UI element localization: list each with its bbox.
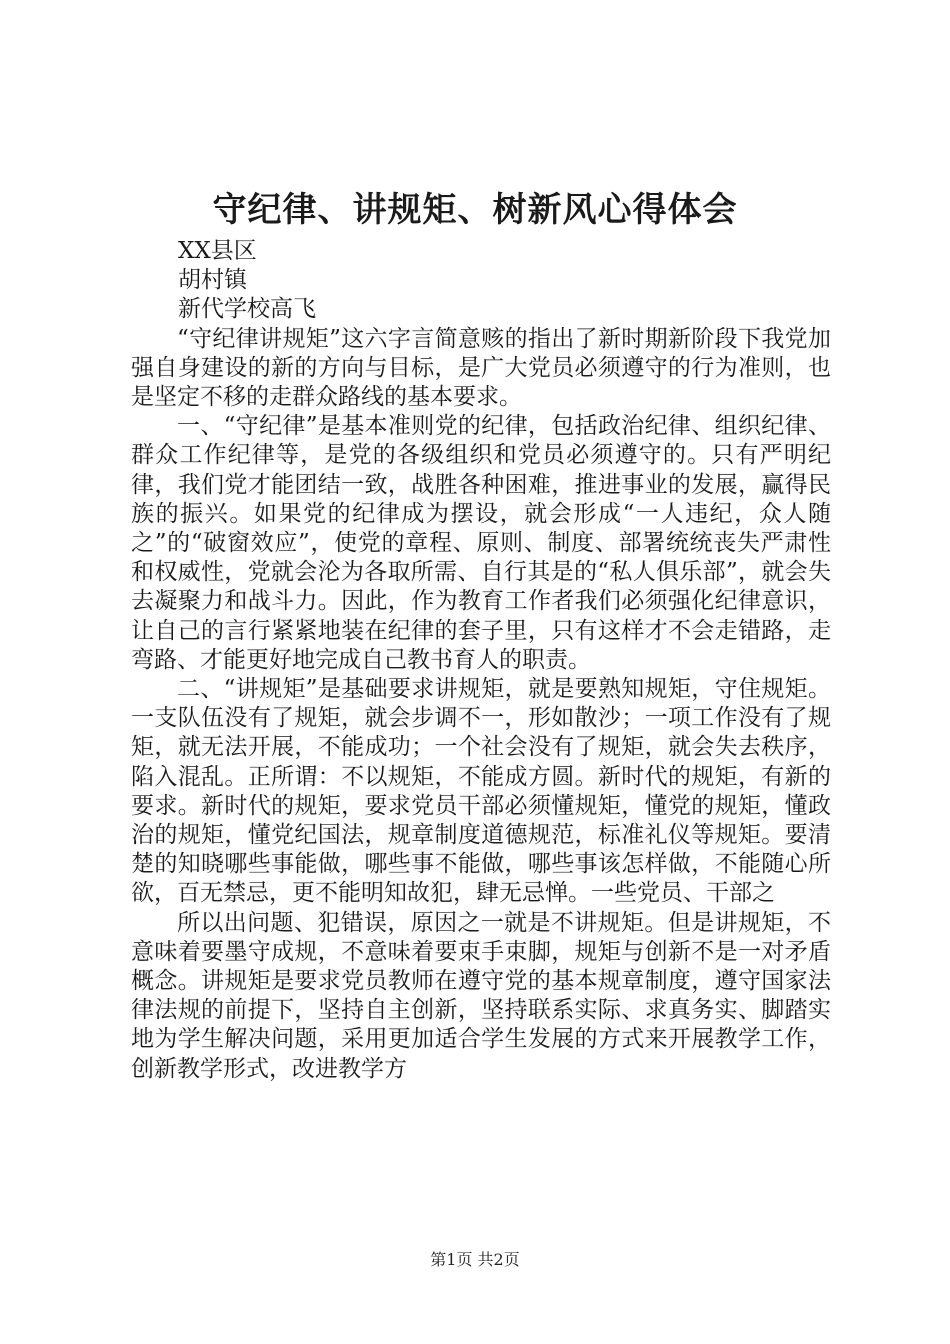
paragraph-rules: 二、“讲规矩”是基础要求讲规矩，就是要熟知规矩，守住规矩。一支队伍没有了规矩，就会步调不一，形如散沙；一项工作没有了规矩，就无法开展，不能成功；一个社会没有了规矩，就会失去秩序，陷入混乱。正所谓：不以规矩，不能成方圆。新时代的规矩，有新的要求。新时代的规矩，要求党员干部必须懂规矩，懂党的规矩，懂政治的规矩，懂党纪国法，规章制度道德规范，标准礼仪等规矩。要清楚的知晓哪些事能做，哪些事不能做，哪些事该怎样做，不能随心所欲，百无禁忌，更不能明知故犯，肆无忌惮。一些党员、干部之 — [131, 676, 831, 907]
author-school-name: 新代学校高飞 — [178, 296, 316, 323]
paragraph-continuation: 所以出问题、犯错误，原因之一就是不讲规矩。但是讲规矩，不意味着要墨守成规，不意味着要束手束脚，规矩与创新不是一对矛盾概念。讲规矩是要求党员教师在遵守党的基本规章制度，遵守国家法律法规的前提下，坚持自主创新，坚持联系实际、求真务实、脚踏实地为学生解决问题，采用更加适合学生发展的方式来开展教学工作，创新教学形式，改进教学方 — [131, 909, 831, 1082]
author-county: XX县区 — [178, 238, 257, 264]
paragraph-discipline: 一、“守纪律”是基本准则党的纪律，包括政治纪律、组织纪律、群众工作纪律等，是党的各级组织和党员必须遵守的。只有严明纪律，我们党才能团结一致，战胜各种困难，推进事业的发展，赢得民族的振兴。如果党的纪律成为摆设，就会形成“一人违纪，众人随之”的“破窗效应”，使党的章程、原则、制度、部署统统丧失严肃性和权威性，党就会沦为各取所需、自行其是的“私人俱乐部”，就会失去凝聚力和战斗力。因此，作为教育工作者我们必须强化纪律意识，让自己的言行紧紧地装在纪律的套子里，只有这样才不会走错路，走弯路、才能更好地完成自己教书育人的职责。 — [131, 413, 831, 673]
document-title: 守纪律、讲规矩、树新风心得体会 — [212, 190, 738, 230]
page-number-footer: 第1页 共2页 — [430, 1250, 520, 1269]
document-body — [131, 237, 831, 1084]
paragraph-intro: “守纪律讲规矩”这六字言简意赅的指出了新时期新阶段下我党加强自身建设的新的方向与目标，是广大党员必须遵守的行为准则，也是坚定不移的走群众路线的基本要求。 — [131, 325, 831, 410]
author-town: 胡村镇 — [178, 267, 247, 294]
